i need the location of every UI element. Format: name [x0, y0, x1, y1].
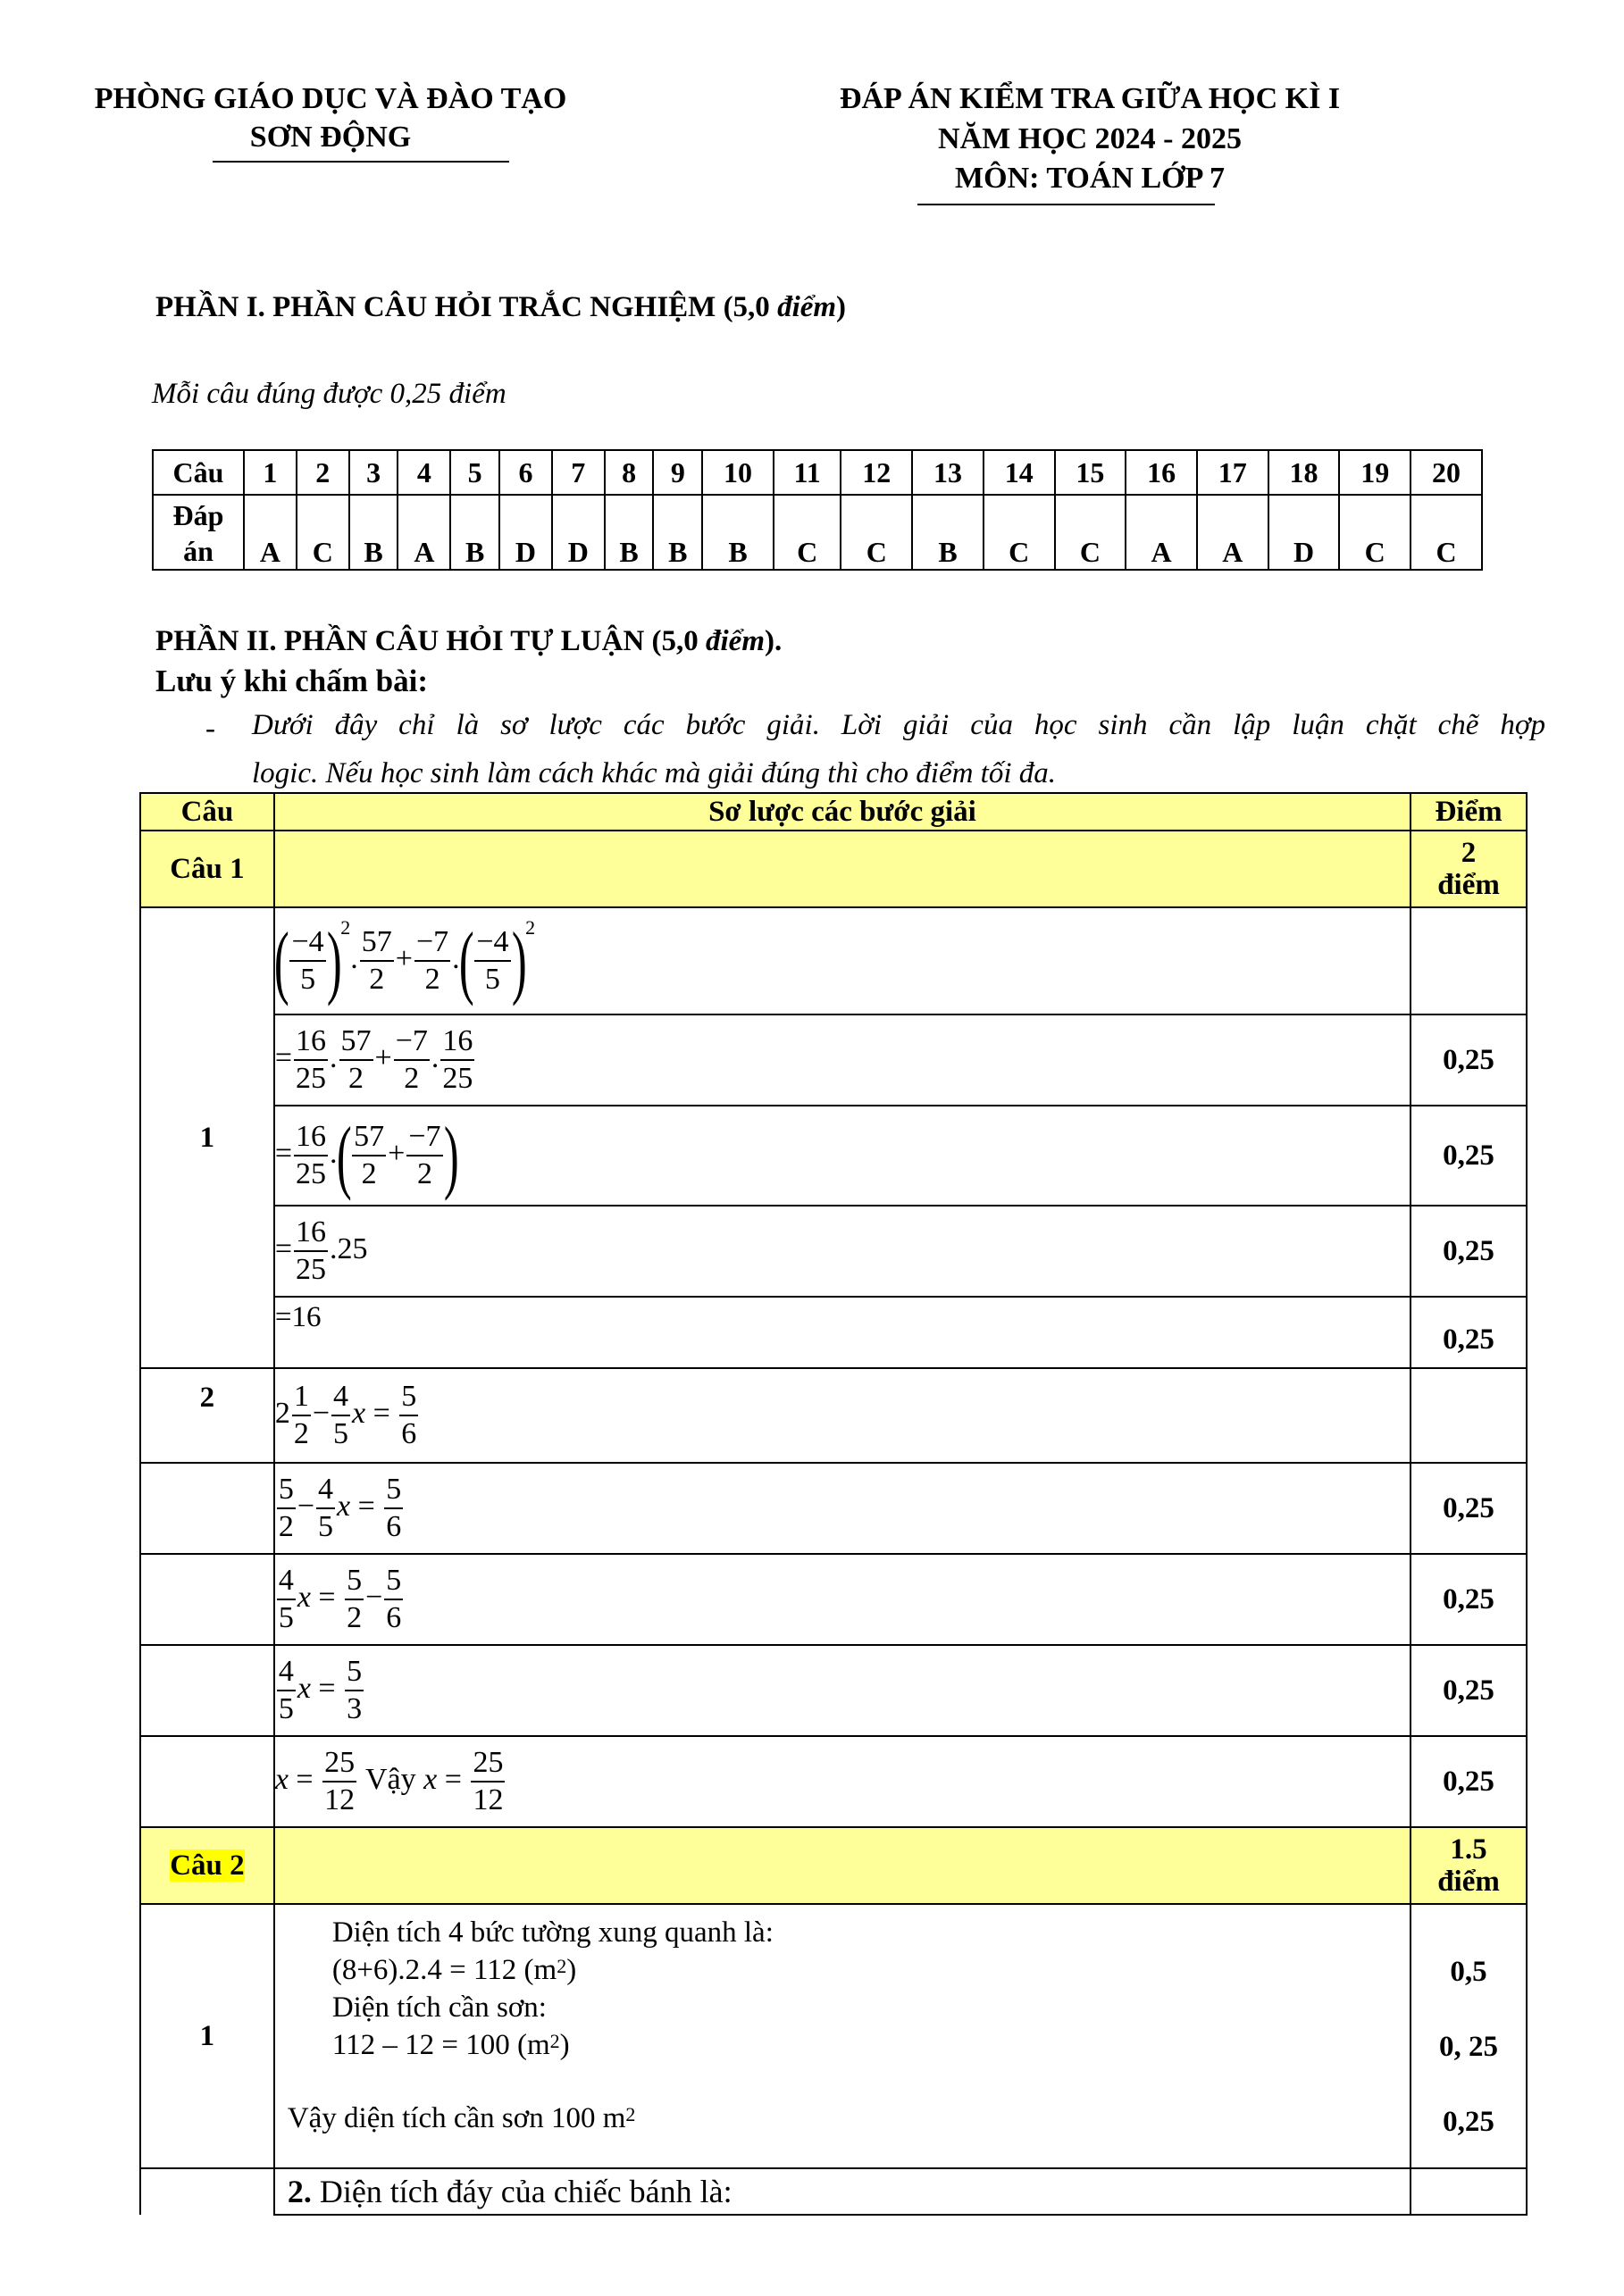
col-header-points: Điểm: [1411, 793, 1527, 831]
expr-7: [274, 1463, 1411, 1554]
header-right: [759, 79, 1420, 198]
table-row: [140, 1554, 1527, 1645]
note-dash: -: [205, 713, 215, 745]
points-cell: 0,25: [1411, 1106, 1527, 1206]
q2-line-2a: (8+6).2.4 = 112 (m: [331, 1954, 557, 1986]
a-cell: A: [1197, 495, 1268, 570]
q1-points: [1411, 831, 1527, 907]
empty-cell: [140, 1554, 274, 1645]
table-row: [140, 1463, 1527, 1554]
q1-header-row: [140, 831, 1527, 907]
a-cell: B: [702, 495, 774, 570]
empty-cell: [140, 2168, 274, 2215]
q-cell: 14: [984, 450, 1055, 495]
table-row: [140, 1014, 1527, 1106]
q2-next-text: Diện tích đáy của chiếc bánh là:: [311, 2174, 732, 2209]
points-cell: 0,25: [1411, 1463, 1527, 1554]
q2-header-row: [140, 1827, 1527, 1904]
math-expr: ( $\frac{-4}{5}$ )$^2$. $\frac{57}{2}$ + $\frac{-7}{2}$ .( $\frac{-4}{5}$ )$^2$: [273, 915, 536, 1006]
q-cell: 1: [244, 450, 297, 495]
q-cell: 16: [1126, 450, 1197, 495]
q-cell: 20: [1411, 450, 1482, 495]
a-cell: B: [450, 495, 499, 570]
expr-3: [274, 1106, 1411, 1206]
q2-line-4: [275, 2026, 1410, 2064]
header-left: [63, 79, 599, 155]
a-cell: A: [1126, 495, 1197, 570]
table-row: [140, 1645, 1527, 1736]
points-cell: 0,25: [1411, 1297, 1527, 1368]
a-cell: D: [552, 495, 605, 570]
q-cell: 12: [841, 450, 912, 495]
empty-cell: [140, 1736, 274, 1827]
note-line-1: Dưới đây chỉ là sơ lược các bước giải. Lời giải của học sinh cần lập luận chặt chẽ hợp: [252, 709, 1545, 741]
expr-5: =16: [274, 1297, 1411, 1368]
table-header-row: [140, 793, 1527, 831]
points-cell: 0,25: [1443, 2106, 1494, 2138]
q-cell: 7: [552, 450, 605, 495]
points-cell: 0,25: [1411, 1736, 1527, 1827]
col-header-steps: Sơ lược các bước giải: [274, 793, 1411, 831]
part2-title-em: điểm: [706, 625, 765, 657]
q-cell: 6: [499, 450, 552, 495]
math-expr: x = $\frac{25}{12}$ Vậy x = $\frac{25}{12}$: [274, 1746, 504, 1816]
answer-key-answer-row: [153, 495, 1482, 570]
row-label-answer-1: Đáp: [172, 499, 224, 531]
empty-cell: [140, 1645, 274, 1736]
q2-label: [140, 1827, 274, 1904]
q2-points: [1411, 1827, 1527, 1904]
subject: MÔN: TOÁN LỚP 7: [955, 162, 1225, 195]
table-row: [140, 907, 1527, 1014]
q2-next-bold: 2.: [287, 2174, 312, 2209]
part2-title-text: PHẦN II. PHẦN CÂU HỎI TỰ LUẬN (5,0: [155, 625, 707, 657]
expr-8: [274, 1554, 1411, 1645]
answer-key-table: [152, 449, 1483, 571]
a-cell: C: [841, 495, 912, 570]
therefore-text: Vậy: [365, 1762, 416, 1796]
a-cell: B: [912, 495, 984, 570]
header-right-underline: [917, 204, 1215, 205]
q2-points-col: [1411, 1904, 1527, 2168]
points-empty: [1411, 1368, 1527, 1463]
math-expr: $\frac{4}{5}$ x = $\frac{5}{2}$ − $\frac{5}{6}$: [278, 1564, 402, 1634]
a-cell: A: [398, 495, 450, 570]
part1-note: Mỗi câu đúng được 0,25 điểm: [152, 378, 506, 410]
points-cell: 0,25: [1411, 1206, 1527, 1297]
exam-title: ĐÁP ÁN KIỂM TRA GIỮA HỌC KÌ I: [839, 82, 1341, 115]
expr-6: [274, 1368, 1411, 1463]
table-row: [140, 1904, 1527, 2168]
a-cell: C: [984, 495, 1055, 570]
part2-title-end: ).: [765, 625, 783, 657]
q-cell: 18: [1268, 450, 1340, 495]
table-row: [140, 1736, 1527, 1827]
q2-line-5a: Vậy diện tích cần sơn 100 m: [287, 2102, 626, 2134]
table-row: [140, 1368, 1527, 1463]
a-cell: C: [1411, 495, 1482, 570]
math-expr: $\frac{5}{2}$ − $\frac{4}{5}$ x = $\frac{5}{6}$: [278, 1473, 402, 1543]
part1-title-text: PHẦN I. PHẦN CÂU HỎI TRẮC NGHIỆM (5,0: [155, 291, 778, 323]
points-cell: 0,25: [1411, 1645, 1527, 1736]
part1-title-em: điểm: [777, 291, 837, 323]
q2-line-4a: 112 – 12 = 100 (m: [331, 2029, 550, 2061]
q1-sub2-label: 2: [140, 1368, 274, 1463]
q2-points-unit: điểm: [1437, 1866, 1500, 1898]
q2-line-4b: ): [559, 2029, 570, 2061]
a-cell: D: [499, 495, 552, 570]
q-cell: 17: [1197, 450, 1268, 495]
q2-line-2: [275, 1951, 1410, 1989]
q2-line-1: Diện tích 4 bức tường xung quanh là:: [331, 1916, 774, 1949]
a-cell: B: [349, 495, 398, 570]
school-year: NĂM HỌC 2024 - 2025: [938, 122, 1242, 155]
expr-9: [274, 1645, 1411, 1736]
math-expr: 2 $\frac{1}{2}$ − $\frac{4}{5}$ x = $\frac{5}{6}$: [274, 1380, 417, 1450]
q2-solution: [274, 1904, 1411, 2168]
math-expr: = $\frac{16}{25}$ .25: [274, 1215, 368, 1286]
row-label-answer-2: án: [183, 535, 213, 567]
math-expr: = $\frac{16}{25}$ .( $\frac{57}{2}$ + $\frac{-7}{2}$ ): [274, 1110, 459, 1201]
q2-label-text: Câu 2: [170, 1849, 245, 1882]
q-cell: 10: [702, 450, 774, 495]
a-cell: C: [297, 495, 349, 570]
q2-line-2-sup: 2: [557, 1955, 567, 1977]
q2-line-5-sup: 2: [625, 2103, 636, 2125]
part1-title: [155, 291, 846, 324]
q1-points-unit: điểm: [1437, 869, 1500, 901]
q2-line-2b: ): [566, 1954, 577, 1986]
a-cell: C: [774, 495, 841, 570]
header-left-underline: [213, 161, 509, 163]
a-cell: C: [1055, 495, 1126, 570]
a-cell: B: [653, 495, 702, 570]
answer-key-question-row: [153, 450, 1482, 495]
q-cell: 4: [398, 450, 450, 495]
table-row: [140, 1297, 1527, 1368]
table-row: [140, 1206, 1527, 1297]
q-cell: 8: [605, 450, 654, 495]
points-cell: 0,25: [1411, 1014, 1527, 1106]
q2-line-4-sup: 2: [549, 2030, 560, 2052]
row-label-answer: [153, 495, 244, 570]
expr-1: [274, 907, 1411, 1014]
points-empty: [1411, 907, 1527, 1014]
note-line-2: logic. Nếu học sinh làm cách khác mà giải đúng thì cho điểm tối đa.: [252, 757, 1057, 789]
part2-title: [155, 625, 782, 658]
q-cell: 15: [1055, 450, 1126, 495]
q1-empty: [274, 831, 1411, 907]
q1-points-value: 2: [1461, 837, 1477, 869]
a-cell: A: [244, 495, 297, 570]
points-cell: 0,25: [1411, 1554, 1527, 1645]
q1-sub1-label: 1: [140, 907, 274, 1368]
part1-title-end: ): [836, 291, 847, 323]
expr-10: [274, 1736, 1411, 1827]
q-cell: 13: [912, 450, 984, 495]
empty-cell: [140, 1463, 274, 1554]
q-cell: 9: [653, 450, 702, 495]
expr-4: [274, 1206, 1411, 1297]
points-empty: [1411, 2168, 1527, 2215]
q-cell: 3: [349, 450, 398, 495]
q-cell: 5: [450, 450, 499, 495]
q-cell: 19: [1339, 450, 1411, 495]
district-name: SƠN ĐỘNG: [249, 121, 412, 154]
q-cell: 11: [774, 450, 841, 495]
grading-note-title: Lưu ý khi chấm bài:: [155, 664, 428, 698]
q2-next-line: [274, 2168, 1411, 2215]
table-row: [140, 1106, 1527, 1206]
q2-empty: [274, 1827, 1411, 1904]
q-cell: 2: [297, 450, 349, 495]
points-cell: 0,5: [1450, 1956, 1487, 1988]
q1-label: Câu 1: [140, 831, 274, 907]
department-name: PHÒNG GIÁO DỤC VÀ ĐÀO TẠO: [94, 82, 567, 115]
q2-line-3: Diện tích cần sơn:: [331, 1991, 547, 2024]
a-cell: C: [1339, 495, 1411, 570]
a-cell: B: [605, 495, 654, 570]
q2-sub1-label: 1: [140, 1904, 274, 2168]
math-expr: = $\frac{16}{25}$ . $\frac{57}{2}$ + $\frac{-7}{2}$ . $\frac{16}{25}$: [274, 1024, 473, 1095]
q2-line-5: [275, 2100, 1410, 2137]
q2-points-value: 1.5: [1450, 1833, 1487, 1866]
col-header-question: Câu: [140, 793, 274, 831]
table-row: [140, 2168, 1527, 2215]
a-cell: D: [1268, 495, 1340, 570]
solution-table: [139, 792, 1528, 2216]
expr-2: [274, 1014, 1411, 1106]
row-label-question: Câu: [153, 450, 244, 495]
points-cell: 0, 25: [1439, 2031, 1499, 2063]
math-expr: $\frac{4}{5}$ x = $\frac{5}{3}$: [278, 1655, 363, 1725]
